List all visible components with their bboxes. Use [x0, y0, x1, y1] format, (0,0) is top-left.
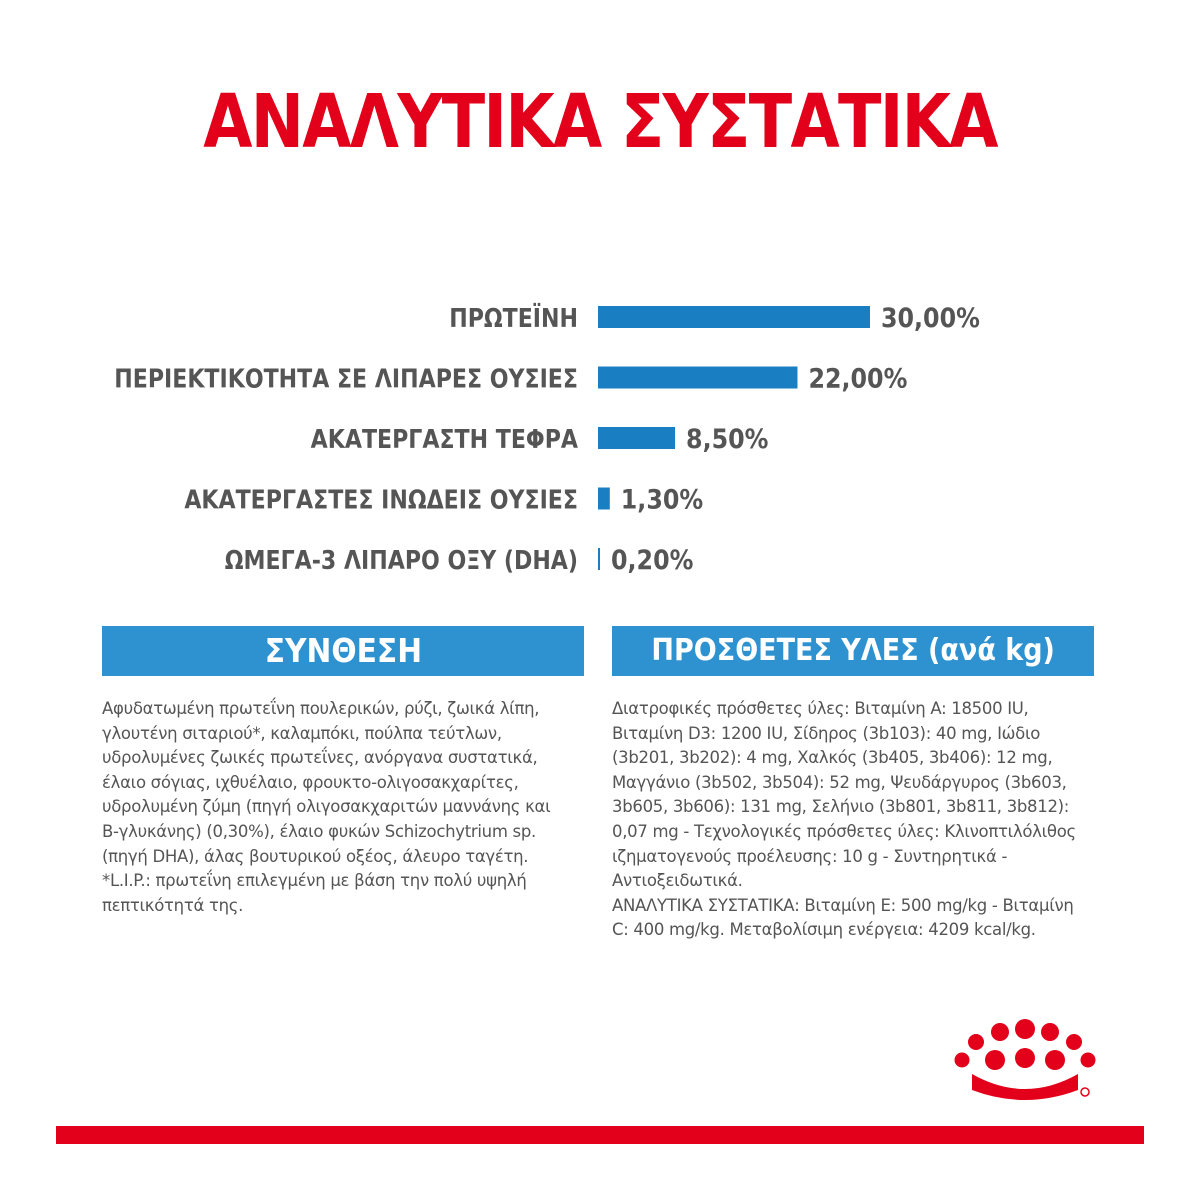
additives-line: C: 400 mg/kg. Μεταβολίσιμη ενέργεια: 4209 kcal/kg.	[612, 920, 1036, 940]
composition-line: υδρολυμένες ζωικές πρωτεΐνες, ανόργανα συστατικά,	[102, 748, 538, 768]
bar	[598, 548, 600, 570]
additives-line: ιζηματογενούς προέλευσης: 10 g - Συντηρητικά -	[612, 846, 1008, 866]
additives-line: (3b201, 3b202): 4 mg, Χαλκός (3b405, 3b406): 12 mg,	[612, 748, 1053, 768]
value-label: 30,00%	[881, 301, 980, 334]
composition-text	[102, 697, 592, 918]
composition-line: (πηγή DHA), άλας βουτυρικού οξέος, άλευρο ταγέτη.	[102, 846, 529, 866]
composition-line: Β-γλυκάνης) (0,30%), έλαιο φυκών Schizochytrium sp.	[102, 821, 536, 841]
value-label: 0,20%	[611, 543, 694, 576]
category-label: ΠΡΩΤΕΪΝΗ	[449, 303, 578, 334]
additives-line: 0,07 mg - Τεχνολογικές πρόσθετες ύλες: Κλινοπτιλόλιθος	[612, 821, 1076, 841]
additives-line: Διατροφικές πρόσθετες ύλες: Βιταμίνη A: 18500 IU,	[612, 699, 1029, 718]
composition-line: Αφυδατωμένη πρωτεΐνη πουλερικών, ρύζι, ζωικά λίπη,	[102, 699, 540, 718]
additives-line: ΑΝΑΛΥΤΙΚΑ ΣΥΣΤΑΤΙΚΑ: Βιταμίνη E: 500 mg/kg - Βιταμίνη	[612, 895, 1074, 915]
composition-line: *L.I.P.: πρωτεΐνη επιλεγμένη με βάση την πολύ υψηλή	[102, 871, 527, 891]
composition-line: γλουτένη σιταριού*, καλαμπόκι, πούλπα τεύτλων,	[102, 723, 502, 743]
nutrient-bar-chart	[0, 280, 1200, 600]
royal-canin-crown-icon	[950, 1018, 1100, 1102]
additives-text	[612, 697, 1112, 943]
bar	[598, 367, 797, 389]
additives-line: Μαγγάνιο (3b502, 3b504): 52 mg, Ψευδάργυρος (3b603,	[612, 772, 1067, 792]
composition-line: πεπτικότητά της.	[102, 895, 244, 915]
value-label: 8,50%	[686, 422, 769, 455]
value-label: 22,00%	[808, 362, 908, 394]
page-title: ΑΝΑΛΥΤΙΚΑ ΣΥΣΤΑΤΙΚΑ	[203, 79, 997, 165]
additives-line: 3b605, 3b606): 131 mg, Σελήνιο (3b801, 3b811, 3b812):	[612, 797, 1070, 817]
value-label: 1,30%	[620, 483, 704, 515]
footer-bar	[56, 1126, 1144, 1144]
bar	[598, 306, 870, 328]
composition-line: υδρολυμένη ζύμη (πηγή ολιγοσακχαριτών μαννάνης και	[102, 797, 551, 817]
category-label: ΠΕΡΙΕΚΤΙΚΟΤΗΤΑ ΣΕ ΛΙΠΑΡΕΣ ΟΥΣΙΕΣ	[114, 363, 578, 394]
additives-line: Αντιοξειδωτικά.	[612, 871, 743, 891]
category-label: ΑΚΑΤΕΡΓΑΣΤΕΣ ΙΝΩΔΕΙΣ ΟΥΣΙΕΣ	[184, 484, 578, 515]
composition-header	[102, 626, 584, 676]
additives-header	[612, 626, 1094, 676]
bar	[598, 427, 675, 449]
additives-header-label: ΠΡΟΣΘΕΤΕΣ ΥΛΕΣ (ανά kg)	[651, 633, 1055, 668]
bar	[598, 488, 610, 510]
additives-line: Βιταμίνη D3: 1200 IU, Σίδηρος (3b103): 40 mg, Ιώδιο	[612, 723, 1041, 743]
composition-header-label: ΣΥΝΘΕΣΗ	[264, 631, 422, 670]
composition-line: έλαιο σόγιας, ιχθυέλαιο, φρουκτο-ολιγοσακχαρίτες,	[102, 772, 519, 792]
category-label: ΩΜΕΓΑ-3 ΛΙΠΑΡΟ ΟΞΥ (DHA)	[224, 545, 578, 576]
category-label: ΑΚΑΤΕΡΓΑΣΤΗ ΤΕΦΡΑ	[310, 424, 578, 455]
